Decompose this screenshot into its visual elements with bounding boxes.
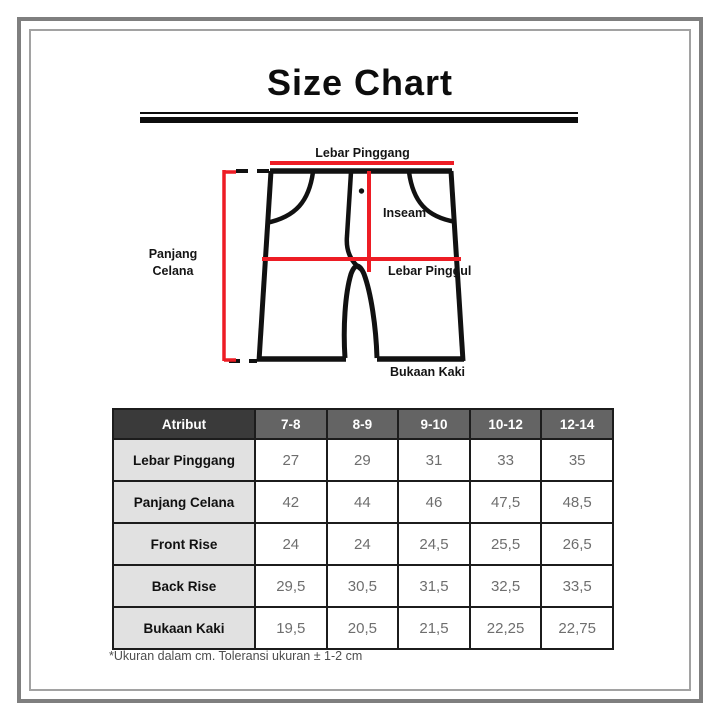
row-label-bukaan-kaki: Bukaan Kaki	[113, 607, 255, 649]
table-cell: 30,5	[327, 565, 399, 607]
table-cell: 24	[255, 523, 327, 565]
table-cell: 44	[327, 481, 399, 523]
table-row	[113, 439, 613, 481]
fly-button-dot	[359, 188, 364, 193]
table-cell: 22,75	[541, 607, 613, 649]
page-title: Size Chart	[266, 62, 454, 103]
table-cell: 27	[255, 439, 327, 481]
label-lebar-pinggang: Lebar Pinggang	[315, 146, 410, 160]
table-header-row	[113, 409, 613, 439]
label-panjang-celana: Panjang Celana	[148, 247, 198, 278]
table-cell: 31	[398, 439, 470, 481]
table-cell: 29,5	[255, 565, 327, 607]
table-cell: 22,25	[470, 607, 542, 649]
column-header-size-12-14: 12-14	[541, 409, 613, 439]
label-inseam: Inseam	[383, 206, 427, 220]
table-cell: 48,5	[541, 481, 613, 523]
table-cell: 20,5	[327, 607, 399, 649]
column-header-size-8-9: 8-9	[327, 409, 399, 439]
measurement-footnote: *Ukuran dalam cm. Toleransi ukuran ± 1-2 cm	[109, 649, 363, 663]
table-cell: 32,5	[470, 565, 542, 607]
table-cell: 26,5	[541, 523, 613, 565]
table-row	[113, 607, 613, 649]
title-divider-thick	[140, 117, 578, 123]
table-row	[113, 523, 613, 565]
table-cell: 24	[327, 523, 399, 565]
table-cell: 24,5	[398, 523, 470, 565]
table-row	[113, 481, 613, 523]
size-table	[112, 408, 614, 650]
row-label-front-rise: Front Rise	[113, 523, 255, 565]
table-row	[113, 565, 613, 607]
left-pocket-curve	[266, 172, 313, 223]
table-cell: 25,5	[470, 523, 542, 565]
label-lebar-pinggul: Lebar Pinggul	[388, 264, 472, 278]
table-cell: 31,5	[398, 565, 470, 607]
row-label-panjang-celana: Panjang Celana	[113, 481, 255, 523]
table-cell: 29	[327, 439, 399, 481]
title-divider-thin	[140, 112, 578, 114]
left-side-seam	[259, 171, 271, 361]
table-cell: 19,5	[255, 607, 327, 649]
length-measure-bracket	[224, 170, 236, 361]
column-header-size-10-12: 10-12	[470, 409, 542, 439]
table-cell: 46	[398, 481, 470, 523]
column-header-atribut: Atribut	[113, 409, 255, 439]
table-cell: 21,5	[398, 607, 470, 649]
table-cell: 42	[255, 481, 327, 523]
label-bukaan-kaki: Bukaan Kaki	[390, 365, 466, 379]
table-cell: 33	[470, 439, 542, 481]
row-label-back-rise: Back Rise	[113, 565, 255, 607]
row-label-lebar-pinggang: Lebar Pinggang	[113, 439, 255, 481]
inner-leg-crotch-curve	[344, 266, 377, 358]
table-cell: 35	[541, 439, 613, 481]
column-header-size-9-10: 9-10	[398, 409, 470, 439]
column-header-size-7-8: 7-8	[255, 409, 327, 439]
fly-seam-line	[347, 172, 362, 270]
table-cell: 47,5	[470, 481, 542, 523]
table-cell: 33,5	[541, 565, 613, 607]
